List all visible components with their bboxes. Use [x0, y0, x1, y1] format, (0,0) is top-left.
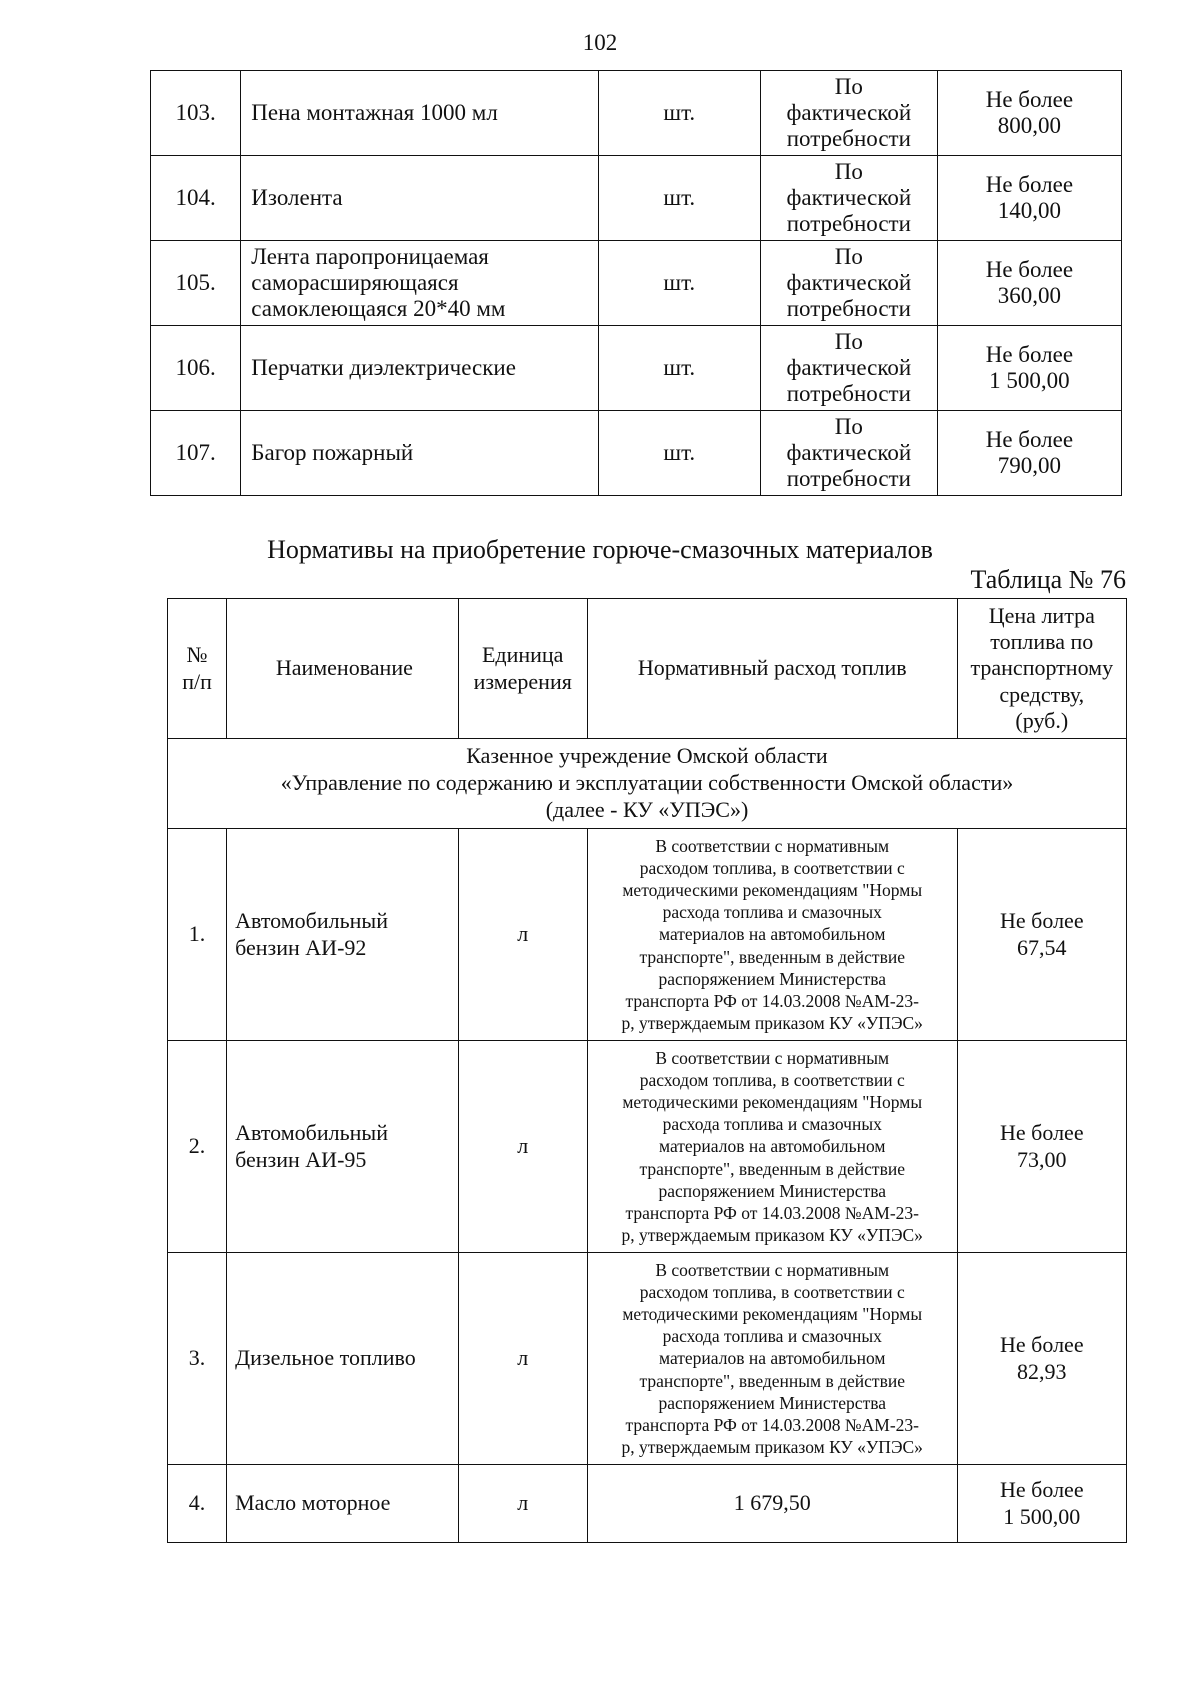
item-quantity: По фактической потребности: [760, 241, 937, 326]
fuel-unit: л: [458, 1041, 587, 1253]
row-number: 103.: [151, 71, 241, 156]
fuel-price: Не более 67,54: [957, 829, 1126, 1041]
item-unit: шт.: [598, 411, 760, 496]
row-number: 3.: [168, 1253, 227, 1465]
row-number: 2.: [168, 1041, 227, 1253]
header-number: № п/п: [168, 599, 227, 739]
item-price: Не более 800,00: [937, 71, 1121, 156]
item-quantity: По фактической потребности: [760, 411, 937, 496]
row-number: 106.: [151, 326, 241, 411]
fuel-norm: В соответствии с нормативным расходом топлива, в соответствии с методическими рекомендациям "Нормы расхода топлива и смазочных материалов на автомобильном транспорте", введенным в действие распоряжением Министерства транспорта РФ от 14.03.2008 №АМ-23- р, утверждаемым приказом КУ «УПЭС»: [587, 1041, 957, 1253]
item-name: Перчатки диэлектрические: [241, 326, 598, 411]
table-row: [168, 1465, 1127, 1543]
table-row: [151, 71, 1122, 156]
organization-name: Казенное учреждение Омской области «Управление по содержанию и эксплуатации собственности Омской области» (далее - КУ «УПЭС»): [168, 739, 1127, 829]
item-price: Не более 360,00: [937, 241, 1121, 326]
supplies-table: [150, 70, 1122, 496]
item-quantity: По фактической потребности: [760, 71, 937, 156]
table-header-row: [168, 599, 1127, 739]
table-row: [151, 326, 1122, 411]
fuel-unit: л: [458, 829, 587, 1041]
item-unit: шт.: [598, 326, 760, 411]
header-norm: Нормативный расход топлив: [587, 599, 957, 739]
page-number: 102: [582, 30, 618, 55]
table-row: [151, 411, 1122, 496]
item-name: Лента паропроницаемая саморасширяющаяся самоклеющаяся 20*40 мм: [241, 241, 598, 326]
item-unit: шт.: [598, 71, 760, 156]
item-unit: шт.: [598, 156, 760, 241]
item-price: Не более 1 500,00: [937, 326, 1121, 411]
header-unit: Единица измерения: [458, 599, 587, 739]
fuel-name: Автомобильный бензин АИ-92: [227, 829, 458, 1041]
item-name: Изолента: [241, 156, 598, 241]
table-row: [168, 1253, 1127, 1465]
row-number: 4.: [168, 1465, 227, 1543]
item-name: Пена монтажная 1000 мл: [241, 71, 598, 156]
fuel-norms-table: [167, 598, 1127, 1543]
fuel-price: Не более 82,93: [957, 1253, 1126, 1465]
item-unit: шт.: [598, 241, 760, 326]
fuel-norm: В соответствии с нормативным расходом топлива, в соответствии с методическими рекомендациям "Нормы расхода топлива и смазочных материалов на автомобильном транспорте", введенным в действие распоряжением Министерства транспорта РФ от 14.03.2008 №АМ-23- р, утверждаемым приказом КУ «УПЭС»: [587, 829, 957, 1041]
item-price: Не более 140,00: [937, 156, 1121, 241]
fuel-name: Дизельное топливо: [227, 1253, 458, 1465]
item-quantity: По фактической потребности: [760, 326, 937, 411]
fuel-unit: л: [458, 1253, 587, 1465]
item-quantity: По фактической потребности: [760, 156, 937, 241]
row-number: 1.: [168, 829, 227, 1041]
table-row: [168, 1041, 1127, 1253]
header-name: Наименование: [227, 599, 458, 739]
table-row: [151, 241, 1122, 326]
item-price: Не более 790,00: [937, 411, 1121, 496]
fuel-price: Не более 1 500,00: [957, 1465, 1126, 1543]
table-row: [151, 156, 1122, 241]
section-title: Нормативы на приобретение горюче-смазочных материалов: [267, 535, 933, 564]
row-number: 104.: [151, 156, 241, 241]
fuel-name: Масло моторное: [227, 1465, 458, 1543]
row-number: 107.: [151, 411, 241, 496]
fuel-unit: л: [458, 1465, 587, 1543]
fuel-norm: В соответствии с нормативным расходом топлива, в соответствии с методическими рекомендациям "Нормы расхода топлива и смазочных материалов на автомобильном транспорте", введенным в действие распоряжением Министерства транспорта РФ от 14.03.2008 №АМ-23- р, утверждаемым приказом КУ «УПЭС»: [587, 1253, 957, 1465]
fuel-norm: 1 679,50: [587, 1465, 957, 1543]
header-price: Цена литра топлива по транспортному средству, (руб.): [957, 599, 1126, 739]
fuel-price: Не более 73,00: [957, 1041, 1126, 1253]
fuel-name: Автомобильный бензин АИ-95: [227, 1041, 458, 1253]
table-label: Таблица № 76: [970, 565, 1126, 594]
table-row: [168, 829, 1127, 1041]
organization-row: [168, 739, 1127, 829]
row-number: 105.: [151, 241, 241, 326]
item-name: Багор пожарный: [241, 411, 598, 496]
